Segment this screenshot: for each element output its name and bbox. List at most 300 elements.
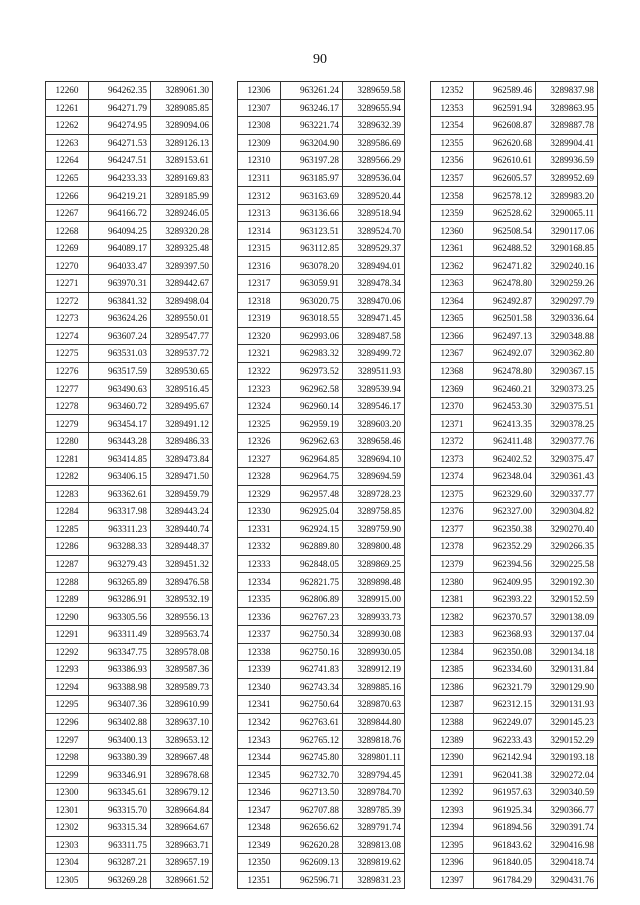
point-id-cell: 12270 bbox=[46, 257, 89, 275]
y-coordinate-cell: 3289818.76 bbox=[343, 731, 405, 749]
x-coordinate-cell: 963311.75 bbox=[89, 836, 151, 854]
y-coordinate-cell: 3289791.74 bbox=[343, 818, 405, 836]
y-coordinate-cell: 3289556.13 bbox=[151, 608, 213, 626]
table-row bbox=[431, 99, 598, 117]
table-row bbox=[431, 766, 598, 784]
table-row bbox=[431, 415, 598, 433]
table-row bbox=[46, 696, 213, 714]
y-coordinate-cell: 3289586.69 bbox=[343, 134, 405, 152]
y-coordinate-cell: 3289246.05 bbox=[151, 204, 213, 222]
y-coordinate-cell: 3289785.39 bbox=[343, 801, 405, 819]
point-id-cell: 12317 bbox=[238, 275, 281, 293]
point-id-cell: 12367 bbox=[431, 345, 474, 363]
table-row bbox=[238, 82, 405, 100]
y-coordinate-cell: 3289516.45 bbox=[151, 380, 213, 398]
point-id-cell: 12382 bbox=[431, 608, 474, 626]
point-id-cell: 12338 bbox=[238, 643, 281, 661]
x-coordinate-cell: 963346.91 bbox=[89, 766, 151, 784]
x-coordinate-cell: 962732.70 bbox=[281, 766, 343, 784]
x-coordinate-cell: 962041.38 bbox=[474, 766, 536, 784]
point-id-cell: 12323 bbox=[238, 380, 281, 398]
y-coordinate-cell: 3289869.25 bbox=[343, 555, 405, 573]
y-coordinate-cell: 3290418.74 bbox=[536, 854, 598, 872]
x-coordinate-cell: 963624.26 bbox=[89, 310, 151, 328]
table-row bbox=[46, 432, 213, 450]
table-row bbox=[46, 362, 213, 380]
x-coordinate-cell: 963362.61 bbox=[89, 485, 151, 503]
x-coordinate-cell: 962605.57 bbox=[474, 169, 536, 187]
point-id-cell: 12385 bbox=[431, 661, 474, 679]
x-coordinate-cell: 962352.29 bbox=[474, 538, 536, 556]
y-coordinate-cell: 3290193.18 bbox=[536, 748, 598, 766]
point-id-cell: 12394 bbox=[431, 818, 474, 836]
x-coordinate-cell: 963531.03 bbox=[89, 345, 151, 363]
x-coordinate-cell: 964089.17 bbox=[89, 239, 151, 257]
x-coordinate-cell: 962402.52 bbox=[474, 450, 536, 468]
x-coordinate-cell: 962321.79 bbox=[474, 678, 536, 696]
y-coordinate-cell: 3289486.33 bbox=[151, 432, 213, 450]
point-id-cell: 12383 bbox=[431, 625, 474, 643]
point-id-cell: 12368 bbox=[431, 362, 474, 380]
point-id-cell: 12308 bbox=[238, 117, 281, 135]
y-coordinate-cell: 3289320.28 bbox=[151, 222, 213, 240]
x-coordinate-cell: 962925.04 bbox=[281, 503, 343, 521]
table-row bbox=[238, 871, 405, 889]
point-id-cell: 12344 bbox=[238, 748, 281, 766]
point-id-cell: 12343 bbox=[238, 731, 281, 749]
x-coordinate-cell: 962492.87 bbox=[474, 292, 536, 310]
point-id-cell: 12269 bbox=[46, 239, 89, 257]
point-id-cell: 12291 bbox=[46, 625, 89, 643]
table-row bbox=[46, 520, 213, 538]
y-coordinate-cell: 3289664.67 bbox=[151, 818, 213, 836]
y-coordinate-cell: 3289494.01 bbox=[343, 257, 405, 275]
table-row bbox=[431, 608, 598, 626]
y-coordinate-cell: 3289819.62 bbox=[343, 854, 405, 872]
y-coordinate-cell: 3289448.37 bbox=[151, 538, 213, 556]
x-coordinate-cell: 961925.34 bbox=[474, 801, 536, 819]
x-coordinate-cell: 962610.61 bbox=[474, 152, 536, 170]
point-id-cell: 12348 bbox=[238, 818, 281, 836]
table-row bbox=[46, 713, 213, 731]
point-id-cell: 12271 bbox=[46, 275, 89, 293]
y-coordinate-cell: 3289915.00 bbox=[343, 590, 405, 608]
y-coordinate-cell: 3289476.58 bbox=[151, 573, 213, 591]
y-coordinate-cell: 3289653.12 bbox=[151, 731, 213, 749]
table-row bbox=[431, 239, 598, 257]
point-id-cell: 12284 bbox=[46, 503, 89, 521]
y-coordinate-cell: 3289589.73 bbox=[151, 678, 213, 696]
y-coordinate-cell: 3289487.58 bbox=[343, 327, 405, 345]
point-id-cell: 12307 bbox=[238, 99, 281, 117]
x-coordinate-cell: 963317.98 bbox=[89, 503, 151, 521]
table-row bbox=[431, 327, 598, 345]
y-coordinate-cell: 3290304.82 bbox=[536, 503, 598, 521]
table-row bbox=[238, 520, 405, 538]
y-coordinate-cell: 3289933.73 bbox=[343, 608, 405, 626]
table-row bbox=[431, 450, 598, 468]
table-row bbox=[431, 485, 598, 503]
y-coordinate-cell: 3289678.68 bbox=[151, 766, 213, 784]
point-id-cell: 12304 bbox=[46, 854, 89, 872]
point-id-cell: 12292 bbox=[46, 643, 89, 661]
table-row bbox=[431, 204, 598, 222]
x-coordinate-cell: 962329.60 bbox=[474, 485, 536, 503]
point-id-cell: 12275 bbox=[46, 345, 89, 363]
y-coordinate-cell: 3289667.48 bbox=[151, 748, 213, 766]
point-id-cell: 12266 bbox=[46, 187, 89, 205]
x-coordinate-cell: 962370.57 bbox=[474, 608, 536, 626]
y-coordinate-cell: 3289664.84 bbox=[151, 801, 213, 819]
table-row bbox=[46, 854, 213, 872]
table-row bbox=[431, 432, 598, 450]
x-coordinate-cell: 963460.72 bbox=[89, 397, 151, 415]
y-coordinate-cell: 3289530.65 bbox=[151, 362, 213, 380]
table-row bbox=[46, 169, 213, 187]
table-row bbox=[431, 783, 598, 801]
point-id-cell: 12327 bbox=[238, 450, 281, 468]
y-coordinate-cell: 3289655.94 bbox=[343, 99, 405, 117]
table-row bbox=[238, 818, 405, 836]
table-row bbox=[431, 257, 598, 275]
x-coordinate-cell: 964262.35 bbox=[89, 82, 151, 100]
point-id-cell: 12300 bbox=[46, 783, 89, 801]
x-coordinate-cell: 962707.88 bbox=[281, 801, 343, 819]
point-id-cell: 12296 bbox=[46, 713, 89, 731]
table-row bbox=[46, 292, 213, 310]
point-id-cell: 12352 bbox=[431, 82, 474, 100]
y-coordinate-cell: 3289495.67 bbox=[151, 397, 213, 415]
table-row bbox=[431, 836, 598, 854]
table-row bbox=[46, 783, 213, 801]
point-id-cell: 12312 bbox=[238, 187, 281, 205]
point-id-cell: 12370 bbox=[431, 397, 474, 415]
table-row bbox=[238, 380, 405, 398]
table-row bbox=[46, 222, 213, 240]
table-row bbox=[46, 99, 213, 117]
x-coordinate-cell: 962497.13 bbox=[474, 327, 536, 345]
x-coordinate-cell: 963221.74 bbox=[281, 117, 343, 135]
y-coordinate-cell: 3290117.06 bbox=[536, 222, 598, 240]
y-coordinate-cell: 3290152.59 bbox=[536, 590, 598, 608]
table-row bbox=[238, 169, 405, 187]
x-coordinate-cell: 964033.47 bbox=[89, 257, 151, 275]
x-coordinate-cell: 962528.62 bbox=[474, 204, 536, 222]
point-id-cell: 12339 bbox=[238, 661, 281, 679]
y-coordinate-cell: 3289800.48 bbox=[343, 538, 405, 556]
y-coordinate-cell: 3289728.23 bbox=[343, 485, 405, 503]
y-coordinate-cell: 3290152.29 bbox=[536, 731, 598, 749]
table-row bbox=[46, 836, 213, 854]
table-row bbox=[238, 643, 405, 661]
x-coordinate-cell: 962743.34 bbox=[281, 678, 343, 696]
x-coordinate-cell: 963315.34 bbox=[89, 818, 151, 836]
table-row bbox=[431, 275, 598, 293]
y-coordinate-cell: 3289831.23 bbox=[343, 871, 405, 889]
table-row bbox=[238, 134, 405, 152]
point-id-cell: 12301 bbox=[46, 801, 89, 819]
x-coordinate-cell: 962501.58 bbox=[474, 310, 536, 328]
coordinate-table-3 bbox=[430, 81, 598, 889]
x-coordinate-cell: 962821.75 bbox=[281, 573, 343, 591]
x-coordinate-cell: 962993.06 bbox=[281, 327, 343, 345]
table-row bbox=[46, 204, 213, 222]
point-id-cell: 12282 bbox=[46, 468, 89, 486]
y-coordinate-cell: 3289587.36 bbox=[151, 661, 213, 679]
x-coordinate-cell: 961843.62 bbox=[474, 836, 536, 854]
x-coordinate-cell: 963517.59 bbox=[89, 362, 151, 380]
point-id-cell: 12286 bbox=[46, 538, 89, 556]
x-coordinate-cell: 963269.28 bbox=[89, 871, 151, 889]
y-coordinate-cell: 3290340.59 bbox=[536, 783, 598, 801]
table-row bbox=[431, 82, 598, 100]
y-coordinate-cell: 3290138.09 bbox=[536, 608, 598, 626]
point-id-cell: 12302 bbox=[46, 818, 89, 836]
table-row bbox=[46, 82, 213, 100]
x-coordinate-cell: 962249.07 bbox=[474, 713, 536, 731]
x-coordinate-cell: 964271.79 bbox=[89, 99, 151, 117]
y-coordinate-cell: 3289887.78 bbox=[536, 117, 598, 135]
table-row bbox=[431, 625, 598, 643]
y-coordinate-cell: 3289498.04 bbox=[151, 292, 213, 310]
table-row bbox=[46, 152, 213, 170]
point-id-cell: 12366 bbox=[431, 327, 474, 345]
point-id-cell: 12395 bbox=[431, 836, 474, 854]
table-row bbox=[46, 871, 213, 889]
point-id-cell: 12334 bbox=[238, 573, 281, 591]
table-row bbox=[431, 590, 598, 608]
x-coordinate-cell: 962508.54 bbox=[474, 222, 536, 240]
x-coordinate-cell: 963204.90 bbox=[281, 134, 343, 152]
y-coordinate-cell: 3290145.23 bbox=[536, 713, 598, 731]
point-id-cell: 12295 bbox=[46, 696, 89, 714]
x-coordinate-cell: 962962.63 bbox=[281, 432, 343, 450]
x-coordinate-cell: 963347.75 bbox=[89, 643, 151, 661]
point-id-cell: 12345 bbox=[238, 766, 281, 784]
x-coordinate-cell: 963305.56 bbox=[89, 608, 151, 626]
y-coordinate-cell: 3289473.84 bbox=[151, 450, 213, 468]
x-coordinate-cell: 963490.63 bbox=[89, 380, 151, 398]
y-coordinate-cell: 3290272.04 bbox=[536, 766, 598, 784]
y-coordinate-cell: 3289520.44 bbox=[343, 187, 405, 205]
table-row bbox=[46, 275, 213, 293]
y-coordinate-cell: 3289443.24 bbox=[151, 503, 213, 521]
point-id-cell: 12297 bbox=[46, 731, 89, 749]
table-row bbox=[431, 661, 598, 679]
x-coordinate-cell: 962767.23 bbox=[281, 608, 343, 626]
y-coordinate-cell: 3289442.67 bbox=[151, 275, 213, 293]
point-id-cell: 12313 bbox=[238, 204, 281, 222]
y-coordinate-cell: 3289794.45 bbox=[343, 766, 405, 784]
x-coordinate-cell: 962741.83 bbox=[281, 661, 343, 679]
table-row bbox=[431, 222, 598, 240]
table-row bbox=[238, 485, 405, 503]
point-id-cell: 12365 bbox=[431, 310, 474, 328]
table-row bbox=[238, 397, 405, 415]
point-id-cell: 12349 bbox=[238, 836, 281, 854]
table-row bbox=[238, 117, 405, 135]
x-coordinate-cell: 962488.52 bbox=[474, 239, 536, 257]
point-id-cell: 12356 bbox=[431, 152, 474, 170]
y-coordinate-cell: 3290348.88 bbox=[536, 327, 598, 345]
table-row bbox=[431, 152, 598, 170]
table-row bbox=[431, 538, 598, 556]
x-coordinate-cell: 963454.17 bbox=[89, 415, 151, 433]
x-coordinate-cell: 962591.94 bbox=[474, 99, 536, 117]
table-row bbox=[431, 134, 598, 152]
x-coordinate-cell: 962889.80 bbox=[281, 538, 343, 556]
x-coordinate-cell: 962348.04 bbox=[474, 468, 536, 486]
x-coordinate-cell: 962750.64 bbox=[281, 696, 343, 714]
table-row bbox=[238, 257, 405, 275]
point-id-cell: 12360 bbox=[431, 222, 474, 240]
y-coordinate-cell: 3289657.19 bbox=[151, 854, 213, 872]
y-coordinate-cell: 3289930.08 bbox=[343, 625, 405, 643]
y-coordinate-cell: 3289904.41 bbox=[536, 134, 598, 152]
point-id-cell: 12272 bbox=[46, 292, 89, 310]
table-row bbox=[238, 801, 405, 819]
y-coordinate-cell: 3290129.90 bbox=[536, 678, 598, 696]
y-coordinate-cell: 3289459.79 bbox=[151, 485, 213, 503]
x-coordinate-cell: 962609.13 bbox=[281, 854, 343, 872]
table-row bbox=[46, 608, 213, 626]
y-coordinate-cell: 3290192.30 bbox=[536, 573, 598, 591]
y-coordinate-cell: 3290225.58 bbox=[536, 555, 598, 573]
table-row bbox=[238, 503, 405, 521]
x-coordinate-cell: 962983.32 bbox=[281, 345, 343, 363]
x-coordinate-cell: 962750.34 bbox=[281, 625, 343, 643]
table-row bbox=[238, 766, 405, 784]
table-row bbox=[431, 520, 598, 538]
page-number: 90 bbox=[313, 52, 327, 67]
x-coordinate-cell: 962142.94 bbox=[474, 748, 536, 766]
table-row bbox=[46, 748, 213, 766]
y-coordinate-cell: 3289801.11 bbox=[343, 748, 405, 766]
x-coordinate-cell: 962924.15 bbox=[281, 520, 343, 538]
y-coordinate-cell: 3289546.17 bbox=[343, 397, 405, 415]
y-coordinate-cell: 3289930.05 bbox=[343, 643, 405, 661]
x-coordinate-cell: 962750.16 bbox=[281, 643, 343, 661]
table-row bbox=[46, 661, 213, 679]
table-row bbox=[431, 345, 598, 363]
y-coordinate-cell: 3290373.25 bbox=[536, 380, 598, 398]
y-coordinate-cell: 3290416.98 bbox=[536, 836, 598, 854]
x-coordinate-cell: 963311.23 bbox=[89, 520, 151, 538]
x-coordinate-cell: 963197.28 bbox=[281, 152, 343, 170]
y-coordinate-cell: 3290266.35 bbox=[536, 538, 598, 556]
x-coordinate-cell: 963406.15 bbox=[89, 468, 151, 486]
point-id-cell: 12388 bbox=[431, 713, 474, 731]
table-row bbox=[238, 292, 405, 310]
y-coordinate-cell: 3289694.59 bbox=[343, 468, 405, 486]
x-coordinate-cell: 962471.82 bbox=[474, 257, 536, 275]
x-coordinate-cell: 962312.15 bbox=[474, 696, 536, 714]
point-id-cell: 12347 bbox=[238, 801, 281, 819]
point-id-cell: 12337 bbox=[238, 625, 281, 643]
y-coordinate-cell: 3290137.04 bbox=[536, 625, 598, 643]
point-id-cell: 12264 bbox=[46, 152, 89, 170]
point-id-cell: 12262 bbox=[46, 117, 89, 135]
table-row bbox=[431, 731, 598, 749]
x-coordinate-cell: 964094.25 bbox=[89, 222, 151, 240]
point-id-cell: 12309 bbox=[238, 134, 281, 152]
y-coordinate-cell: 3289547.77 bbox=[151, 327, 213, 345]
table-row bbox=[431, 748, 598, 766]
x-coordinate-cell: 961894.56 bbox=[474, 818, 536, 836]
x-coordinate-cell: 962848.05 bbox=[281, 555, 343, 573]
x-coordinate-cell: 963407.36 bbox=[89, 696, 151, 714]
table-row bbox=[46, 590, 213, 608]
point-id-cell: 12331 bbox=[238, 520, 281, 538]
y-coordinate-cell: 3289658.46 bbox=[343, 432, 405, 450]
point-id-cell: 12354 bbox=[431, 117, 474, 135]
point-id-cell: 12329 bbox=[238, 485, 281, 503]
y-coordinate-cell: 3290366.77 bbox=[536, 801, 598, 819]
table-row bbox=[238, 678, 405, 696]
table-row bbox=[431, 555, 598, 573]
table-row bbox=[238, 222, 405, 240]
point-id-cell: 12375 bbox=[431, 485, 474, 503]
table-row bbox=[46, 187, 213, 205]
y-coordinate-cell: 3289637.10 bbox=[151, 713, 213, 731]
table-row bbox=[46, 731, 213, 749]
y-coordinate-cell: 3289898.48 bbox=[343, 573, 405, 591]
point-id-cell: 12390 bbox=[431, 748, 474, 766]
table-row bbox=[46, 801, 213, 819]
point-id-cell: 12267 bbox=[46, 204, 89, 222]
table-row bbox=[431, 854, 598, 872]
table-row bbox=[238, 310, 405, 328]
x-coordinate-cell: 964166.72 bbox=[89, 204, 151, 222]
x-coordinate-cell: 964233.33 bbox=[89, 169, 151, 187]
table-row bbox=[238, 415, 405, 433]
y-coordinate-cell: 3289532.19 bbox=[151, 590, 213, 608]
point-id-cell: 12273 bbox=[46, 310, 89, 328]
point-id-cell: 12281 bbox=[46, 450, 89, 468]
y-coordinate-cell: 3289679.12 bbox=[151, 783, 213, 801]
point-id-cell: 12350 bbox=[238, 854, 281, 872]
point-id-cell: 12288 bbox=[46, 573, 89, 591]
point-id-cell: 12361 bbox=[431, 239, 474, 257]
point-id-cell: 12346 bbox=[238, 783, 281, 801]
y-coordinate-cell: 3290375.51 bbox=[536, 397, 598, 415]
y-coordinate-cell: 3290367.15 bbox=[536, 362, 598, 380]
table-row bbox=[46, 573, 213, 591]
y-coordinate-cell: 3289539.94 bbox=[343, 380, 405, 398]
point-id-cell: 12314 bbox=[238, 222, 281, 240]
y-coordinate-cell: 3289094.06 bbox=[151, 117, 213, 135]
y-coordinate-cell: 3289471.45 bbox=[343, 310, 405, 328]
x-coordinate-cell: 963315.70 bbox=[89, 801, 151, 819]
point-id-cell: 12278 bbox=[46, 397, 89, 415]
table-row bbox=[46, 380, 213, 398]
x-coordinate-cell: 962608.87 bbox=[474, 117, 536, 135]
table-row bbox=[431, 713, 598, 731]
y-coordinate-cell: 3289451.32 bbox=[151, 555, 213, 573]
y-coordinate-cell: 3289397.50 bbox=[151, 257, 213, 275]
point-id-cell: 12378 bbox=[431, 538, 474, 556]
x-coordinate-cell: 963388.98 bbox=[89, 678, 151, 696]
x-coordinate-cell: 963414.85 bbox=[89, 450, 151, 468]
point-id-cell: 12279 bbox=[46, 415, 89, 433]
table-row bbox=[46, 450, 213, 468]
x-coordinate-cell: 962596.71 bbox=[281, 871, 343, 889]
point-id-cell: 12333 bbox=[238, 555, 281, 573]
x-coordinate-cell: 963078.20 bbox=[281, 257, 343, 275]
y-coordinate-cell: 3289470.06 bbox=[343, 292, 405, 310]
point-id-cell: 12363 bbox=[431, 275, 474, 293]
x-coordinate-cell: 963163.69 bbox=[281, 187, 343, 205]
